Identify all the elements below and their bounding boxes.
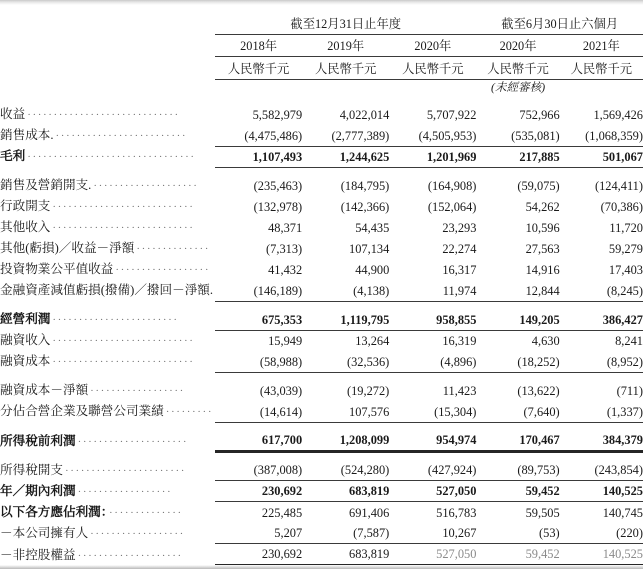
- dot-leader: ··················: [77, 485, 173, 498]
- row-value: 958,855: [389, 309, 476, 330]
- row-value: (4,505,953): [389, 125, 476, 146]
- row-value: 149,205: [476, 309, 559, 330]
- row-value: 22,274: [442, 242, 477, 256]
- row-value: (132,978): [253, 200, 303, 214]
- row-value: 501,067: [560, 146, 643, 167]
- header-unit-4: 人民幣千元: [487, 62, 549, 76]
- row-value: 5,582,979: [252, 108, 303, 122]
- row-value: 10,267: [389, 523, 476, 544]
- row-value: 12,844: [476, 280, 559, 301]
- row-value: (142,366): [340, 200, 390, 214]
- dot-leader: ·······················: [64, 464, 187, 477]
- row-gap: [0, 422, 643, 430]
- row-value: 11,974: [389, 280, 476, 301]
- row-value: (524,280): [302, 460, 389, 481]
- row-value: (4,138): [302, 280, 389, 301]
- row-value: 10,596: [525, 221, 560, 235]
- row-gap: [0, 452, 643, 460]
- row-label-finance-income: 融資收入 ···························: [0, 333, 195, 347]
- row-value: 59,279: [608, 242, 643, 256]
- dot-leader: ·························: [55, 130, 188, 142]
- dot-leader: ··············: [136, 243, 211, 255]
- dot-leader: ···························: [52, 222, 195, 234]
- row-value: (8,952): [560, 351, 643, 372]
- row-value: (235,463): [253, 179, 303, 193]
- row-value: 5,707,922: [426, 108, 477, 122]
- row-value: (7,640): [476, 401, 559, 422]
- row-value: 48,371: [268, 221, 303, 235]
- header-blank-corner: [0, 14, 215, 33]
- row-value: (1,337): [560, 401, 643, 422]
- header-unit-5: 人民幣千元: [570, 62, 633, 76]
- row-value: (89,753): [476, 460, 559, 481]
- row-value: 1,569,426: [593, 108, 643, 122]
- table-row: [0, 351, 643, 372]
- header-unit-blank: [0, 56, 215, 78]
- header-group-interim: 截至6月30日止六個月: [501, 17, 619, 31]
- table-row-subtotal: [0, 146, 643, 167]
- gap-cell: [0, 452, 643, 460]
- row-value: 1,107,493: [215, 146, 302, 167]
- row-value: (43,039): [259, 384, 303, 398]
- gap-cell: [0, 96, 643, 104]
- row-value: (13,622): [517, 384, 560, 398]
- table-row: [0, 330, 643, 351]
- table-row: [0, 238, 643, 259]
- dot-leader: ···························: [52, 335, 195, 347]
- row-value: 1,119,795: [302, 309, 389, 330]
- row-value: 386,427: [560, 309, 643, 330]
- row-label-operating-profit: 經營利潤 ························: [0, 312, 179, 326]
- header-note-row: [0, 79, 643, 96]
- table-row: [0, 196, 643, 217]
- row-value: 27,563: [525, 242, 560, 256]
- row-label-admin-expenses: 行政開支 ···························: [0, 199, 195, 213]
- row-value: (19,272): [346, 384, 390, 398]
- row-label-owners-of-company: －本公司擁有人 ··················: [0, 525, 185, 540]
- gap-cell: [0, 422, 643, 430]
- row-gap: [0, 372, 643, 380]
- dot-leader: ·····························: [27, 109, 180, 121]
- row-value: 140,745: [602, 505, 643, 520]
- row-value: (7,313): [266, 242, 303, 256]
- dot-leader: ··················: [90, 385, 185, 397]
- row-value: 107,576: [302, 401, 389, 422]
- row-value: (32,536): [302, 351, 389, 372]
- row-label-share-of-jv-associates: 分佔合營企業及聯營公司業績 ·········: [0, 404, 214, 418]
- row-value: (70,386): [600, 200, 643, 214]
- header-unit-row: [0, 56, 643, 78]
- header-bottom-gap: [0, 96, 643, 104]
- row-value: 230,692: [215, 481, 302, 502]
- table-row: [0, 175, 643, 196]
- table-row: [0, 380, 643, 401]
- row-value: 54,435: [355, 221, 390, 235]
- header-note-blank: [0, 79, 215, 96]
- row-value: (1,068,359): [560, 125, 643, 146]
- row-label-revenue: 收益 ·····························: [0, 107, 180, 121]
- row-value: (15,304): [389, 401, 476, 422]
- row-value: 140,525: [560, 544, 643, 566]
- row-value: 16,319: [442, 334, 477, 348]
- header-unit-1: 人民幣千元: [227, 62, 290, 76]
- row-value: 140,525: [560, 481, 643, 502]
- dot-leader: ···························: [52, 356, 195, 368]
- row-label-profit-attributable-to: 以下各方應佔利潤： ··············: [0, 504, 183, 519]
- table-row: [0, 460, 643, 481]
- header-note-unaudited: (未經審核): [491, 81, 546, 94]
- row-label-financial-asset-impairment: 金融資產減值虧損(撥備)／撥回－淨額.: [0, 283, 214, 297]
- table-row: [0, 523, 643, 544]
- header-year-2019: 2019年: [327, 39, 365, 53]
- row-value: 44,900: [355, 263, 390, 277]
- row-value: 16,317: [442, 263, 477, 277]
- dot-leader: ····················: [93, 180, 199, 192]
- row-value: 217,885: [476, 146, 559, 167]
- row-value: 752,966: [519, 108, 560, 122]
- row-value: 59,452: [476, 544, 559, 566]
- row-gap: [0, 301, 643, 309]
- table-row-subtotal: [0, 309, 643, 330]
- table-row: [0, 502, 643, 523]
- row-value: 11,423: [442, 384, 477, 398]
- row-label-investment-property-fv-gain: 投資物業公平值收益 ··················: [0, 262, 211, 276]
- row-value: 225,485: [261, 505, 303, 520]
- row-label-profit-before-tax: 所得稅前利潤 ·····················: [0, 433, 189, 448]
- header-unit-3: 人民幣千元: [402, 62, 464, 76]
- row-label-cost-of-sales: 銷售成本. ·························: [0, 128, 188, 142]
- row-value: 8,241: [615, 334, 643, 348]
- row-value: 59,505: [525, 505, 560, 520]
- header-note-blank-1: [215, 79, 302, 96]
- row-value: (184,795): [340, 179, 390, 193]
- row-value: 1,244,625: [302, 146, 389, 167]
- header-year-blank: [0, 34, 215, 55]
- row-label-selling-marketing: 銷售及營銷開支. ····················: [0, 178, 199, 192]
- table-row: [0, 259, 643, 280]
- row-value: (124,411): [594, 179, 643, 193]
- page-top-edge: [0, 0, 643, 5]
- row-value: (711): [616, 384, 643, 398]
- row-value: 384,379: [560, 430, 643, 452]
- row-value: 15,949: [268, 334, 303, 348]
- row-label-gross-profit: 毛利 ································: [0, 149, 196, 163]
- row-value: 1,208,099: [302, 430, 389, 452]
- dot-leader: ··················: [115, 264, 211, 276]
- row-value: 691,406: [349, 505, 390, 520]
- header-note-blank-5: [560, 79, 643, 96]
- row-value: (59,075): [517, 179, 560, 193]
- dot-leader: ····················: [77, 549, 183, 562]
- row-value: 683,819: [302, 481, 389, 502]
- row-value: 527,050: [389, 481, 476, 502]
- row-value: (58,988): [215, 351, 302, 372]
- row-value: 170,467: [476, 430, 559, 452]
- row-value: 41,432: [268, 263, 303, 277]
- row-value: 527,050: [389, 544, 476, 566]
- row-value: (220): [560, 523, 643, 544]
- table-row: [0, 280, 643, 301]
- row-value: 14,916: [525, 263, 560, 277]
- row-value: (243,854): [560, 460, 643, 481]
- row-value: (18,252): [476, 351, 559, 372]
- header-year-row: [0, 34, 643, 55]
- row-value: 17,403: [608, 263, 643, 277]
- table-row: [0, 125, 643, 146]
- row-value: (53): [476, 523, 559, 544]
- row-value: 11,720: [609, 221, 643, 235]
- row-value: 1,201,969: [389, 146, 476, 167]
- dot-leader: ··················: [90, 527, 185, 540]
- table-row: [0, 217, 643, 238]
- row-value: 617,700: [215, 430, 302, 452]
- dot-leader: ·········: [165, 406, 214, 418]
- header-note-blank-2: [302, 79, 389, 96]
- page-bottom-edge: [0, 565, 643, 569]
- row-value: 4,022,014: [339, 108, 390, 122]
- financial-statement-table: [0, 14, 643, 567]
- row-gap: [0, 167, 643, 175]
- row-value: (152,064): [427, 200, 477, 214]
- table-header: [0, 14, 643, 104]
- row-value: (535,081): [476, 125, 559, 146]
- row-value: (164,908): [427, 179, 477, 193]
- row-value: (14,614): [215, 401, 302, 422]
- dot-leader: ························: [52, 314, 179, 326]
- dot-leader: ··············: [109, 506, 183, 519]
- row-label-finance-costs: 融資成本 ···························: [0, 354, 195, 368]
- row-value: (427,924): [389, 460, 476, 481]
- gap-cell: [0, 372, 643, 380]
- dot-leader: ································: [27, 151, 196, 163]
- row-label-non-controlling-interests: －非控股權益 ····················: [0, 547, 183, 562]
- table-row: [0, 544, 643, 566]
- header-year-2020-interim: 2020年: [499, 39, 537, 53]
- dot-leader: ···························: [52, 201, 195, 213]
- row-value: 675,353: [215, 309, 302, 330]
- row-value: (387,008): [215, 460, 302, 481]
- row-value: 5,207: [215, 523, 302, 544]
- gap-cell: [0, 301, 643, 309]
- row-value: 516,783: [436, 505, 477, 520]
- header-note-blank-3: [389, 79, 476, 96]
- row-label-other-losses-gains-net: 其他(虧損)／收益－淨額 ··············: [0, 241, 211, 255]
- table-row: [0, 401, 643, 422]
- header-year-2021-interim: 2021年: [582, 39, 620, 53]
- table-row-subtotal: [0, 481, 643, 502]
- gap-cell: [0, 167, 643, 175]
- table-row-subtotal: [0, 430, 643, 452]
- row-label-other-income: 其他收入 ···························: [0, 220, 195, 234]
- header-unit-2: 人民幣千元: [314, 62, 377, 76]
- row-label-profit-for-period: 年／期內利潤 ··················: [0, 483, 173, 498]
- header-group-annual: 截至12月31日止年度: [290, 17, 402, 31]
- row-value: 230,692: [215, 544, 302, 566]
- row-value: 59,452: [476, 481, 559, 502]
- table-body: [0, 104, 643, 566]
- row-value: 683,819: [302, 544, 389, 566]
- row-value: 23,293: [442, 221, 477, 235]
- row-label-finance-costs-net: 融資成本－淨額 ··················: [0, 383, 185, 397]
- header-group-row: [0, 14, 643, 33]
- row-value: (146,189): [215, 280, 302, 301]
- row-value: (4,896): [389, 351, 476, 372]
- header-year-2018: 2018年: [240, 39, 278, 53]
- row-label-income-tax-expense: 所得稅開支 ·······················: [0, 462, 187, 477]
- row-value: (2,777,389): [302, 125, 389, 146]
- row-value: 4,630: [531, 334, 560, 348]
- row-value: (8,245): [560, 280, 643, 301]
- row-value: (4,475,486): [215, 125, 302, 146]
- row-value: 954,974: [389, 430, 476, 452]
- table-row: [0, 104, 643, 125]
- dot-leader: ·····················: [77, 435, 189, 448]
- row-value: 13,264: [355, 334, 390, 348]
- row-value: 54,262: [525, 200, 560, 214]
- row-value: 107,134: [349, 242, 390, 256]
- row-value: (7,587): [302, 523, 389, 544]
- header-year-2020: 2020年: [414, 39, 452, 53]
